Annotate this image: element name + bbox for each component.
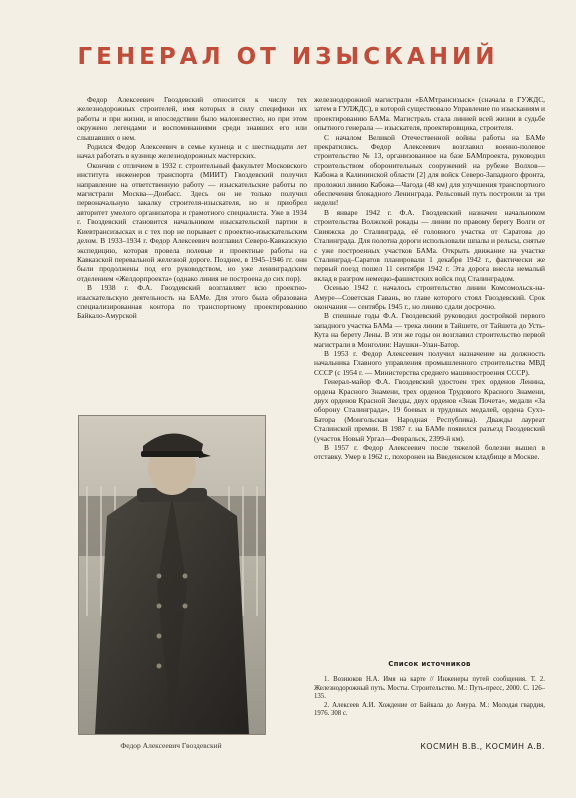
paragraph: Генерал-майор Ф.А. Гвоздевский удостоен трех орденов Ленина, ордена Красного Знамени, трех орденов Трудового Красного Знамени, двух орденов Красной Звезды, двух орденов «Знак Почета», медали «За оборону Сталинграда», 19 боевых и трудовых медалей, ордена Сухэ-Батора (Монгольская Народная Республика). Дважды лауреат Сталинской премии. В 1987 г. на БАМе появился разъезд Гвоздевский (участок Новый Ургал—Февральск, 2399-й км). [314, 377, 545, 443]
references-title: Список источников [388, 660, 471, 668]
left-column [77, 95, 307, 321]
photo-caption: Федор Алексеевич Гвоздевский [120, 741, 222, 750]
article-title: ГЕНЕРАЛ ОТ ИЗЫСКАНИЙ [77, 44, 499, 70]
paragraph: Осенью 1942 г. началось строительство линии Комсомольск-на-Амуре—Советская Гавань, во главе которого стоял Гвоздевский. Срок окончания — сентябрь 1945 г., но линию сдали досрочно. [314, 283, 545, 311]
paragraph: В спешные годы Ф.А. Гвоздевский руководил достройкой первого западного участка БАМа — трека линии в Тайшете, от Тайшета до Усть-Кута на берету Лены. В эти же годы он возглавил строительство первой магистрали в Монголии: Наушки–Улан-Батор. [314, 311, 545, 349]
article-authors: КОСМИН В.В., КОСМИН А.В. [420, 742, 545, 751]
reference-item: 2. Алексеев А.И. Хождение от Байкала до Амура. М.: Молодая гвардия, 1976. 308 с. [314, 701, 545, 718]
paragraph: железнодорожной магистрали «БАМтрансизыск» (сначала в ГУЖДС, затем в ГУЛЖДС), в которой существовало Управление по изысканиям и проектированию БАМа. Магистраль стала линией всей жизни в судьбе опытного генерала — изыскателя, проектировщика, строителя. [314, 95, 545, 133]
paragraph: В январе 1942 г. Ф.А. Гвоздевский назначен начальником строительства Волжской рокады — линии по правому берегу Волги от Свияжска до Сталинграда, её головного участка от Саратова до Сталинграда. Для полотна дороги использовали шпалы и рельсы, снятые с уже построенных участков БАМа. Открыть движание на участке Сталинград–Саратов планировали 1 декабря 1942 г., фактически же первый поезд пошел 11 сентября 1942 г. Эта дорога внесла немалый вклад в разгром немецко-фашистских войск под Сталинградом. [314, 207, 545, 283]
right-column [314, 95, 545, 462]
paragraph: В 1957 г. Федор Алексеевич после тяжелой болезни вышел в отставку. Умер в 1962 г., похоронен на Введенском кладбище в Москве. [314, 443, 545, 462]
paragraph: В 1953 г. Федор Алексеевич получил назначение на должность начальника Главного управления промышленного строительства МВД СССР (с 1954 г. — Министерства среднего машиностроения СССР). [314, 348, 545, 377]
paragraph: С началом Великой Отечественной войны работы на БАМе прекратились. Федор Алексеевич возглавил военно-полевое строительство № 13, организованное на базе БАМпроекта, руководил строительством оборонительных сооружений на рубеже Волхов—Кабожа в Калининской области [2] для войск Северо-Западного фронта, проложил линию Кабожа—Чагода (48 км) для улучшения транспортного обеспечения блокадного Ленинграда. Рельсовый путь построили за три недели! [314, 132, 545, 208]
references-list [314, 676, 545, 719]
paragraph: Окончив с отличием в 1932 г. строительный факультет Московского института инженеров транспорта (МИИТ) Гвоздевский получил направление на ответственную работу — изыскательские работы по магистрали Москва—Донбасс. Здесь он не только получил первоначальную закалку строителя-изыскателя, но и приобрел авторитет умелого организатора и грамотного специалиста. Уже в 1934 г. Гвоздевский становится начальником изыскательской партии в Киевтрансизысках и с тех пор не порывает с проектно-изыскательским делом. В 1933–1934 г. Федор Алексеевич возглавил Северо-Кавказскую экспедицию, которая провела полевые и проектные работы на Кавказской перевальной железной дороге. Позднее, в 1945–1946 гг. они были продолжены под его руководством, но уже ленинградским отделением «Желдорпроекта» (однако линия не построена до сих пор). [77, 160, 307, 283]
reference-item: 1. Вознюков Н.А. Имя на карте // Инженеры путей сообщения. Т. 2. Железнодорожный путь. Мосты. Строительство. М.: Путь-пресс, 2000. С. 126–135. [314, 676, 545, 701]
paragraph: В 1938 г. Ф.А. Гвоздевский возглавляет всю проектно-изыскательскую деятельность на БАМе. Для этого была образована специализированная контора по транспортному проектированию Байкало-Амурской [77, 283, 307, 321]
paragraph: Федор Алексеевич Гвоздевский относится к числу тех железнодорожных строителей, имя которых в силу специфики их работы и при жизни, и впоследствии было малоизвестно, но при этом окружено легендами и воспоминаниями среди знавших его или слышавших о нем. [77, 95, 307, 142]
portrait-photo [78, 415, 266, 735]
paragraph: Родился Федор Алексеевич в семье кузнеца и с шестнадцати лет начал работать в кузнице железнодорожных мастерских. [77, 142, 307, 161]
